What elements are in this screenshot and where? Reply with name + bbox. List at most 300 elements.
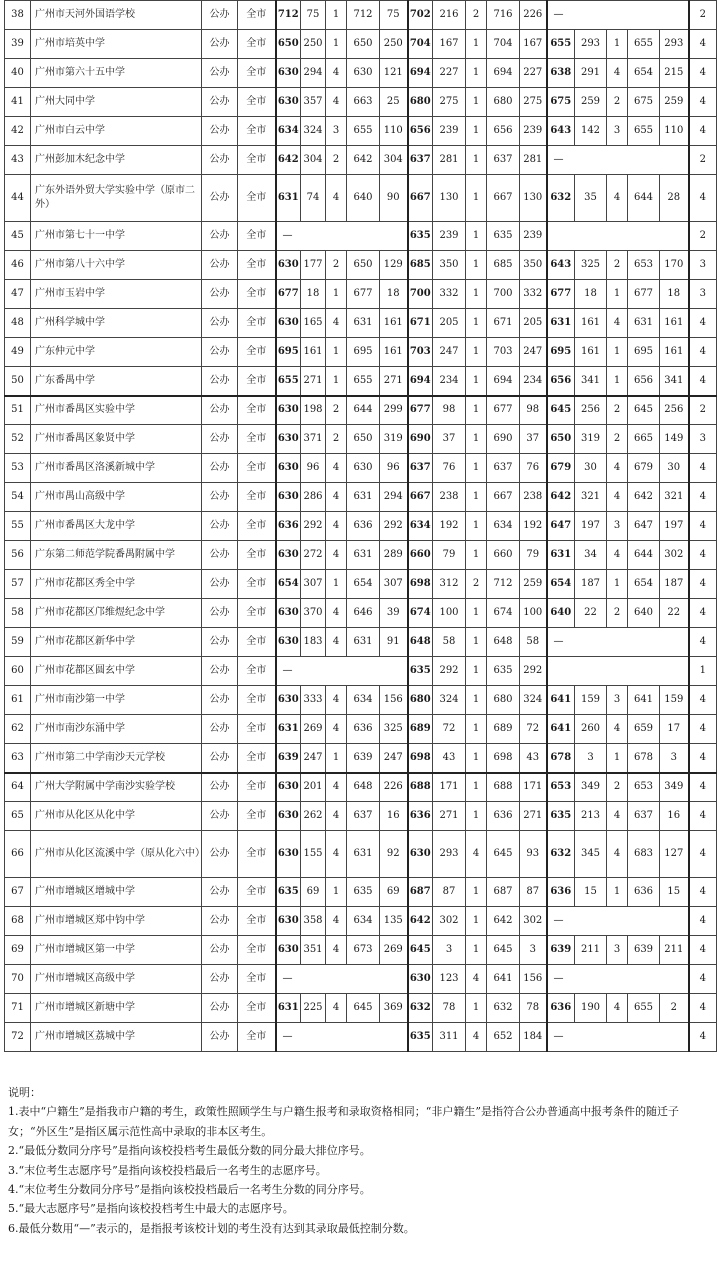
feihuji-min-score-cell: 703 <box>408 338 433 367</box>
row-number-cell: 62 <box>5 715 31 744</box>
huji-last-score-cell: 634 <box>347 907 380 936</box>
waiqu-last-score-rank-cell: 17 <box>660 715 689 744</box>
huji-last-score-rank-cell: 39 <box>380 599 408 628</box>
huji-last-score-cell: 636 <box>347 715 380 744</box>
row-number-cell: 55 <box>5 512 31 541</box>
row-number-cell: 40 <box>5 59 31 88</box>
feihuji-last-wish-no-cell: 1 <box>466 88 487 117</box>
feihuji-min-score-cell: 656 <box>408 117 433 146</box>
school-type-cell: 公办 <box>202 251 238 280</box>
school-type-cell: 公办 <box>202 773 238 802</box>
feihuji-min-score-rank-cell: 130 <box>433 175 466 222</box>
huji-last-score-cell: 639 <box>347 744 380 773</box>
enrollment-area-cell: 全市 <box>238 175 276 222</box>
waiqu-last-score-cell: 653 <box>628 251 660 280</box>
note-item-1: 1.表中“户籍生”是指我市户籍的考生，政策性照顾学生与户籍生报考和录取资格相同；“非户籍生”是指符合公办普通高中报考条件的随迁子女；“外区生”是指区属示范性高中录取的非本区考生。 <box>8 1105 679 1138</box>
feihuji-last-score-cell: 694 <box>487 367 520 396</box>
huji-last-wish-no-cell: 4 <box>326 686 347 715</box>
school-name-cell: 广州市第六十五中学 <box>31 59 202 88</box>
enrollment-area-cell: 全市 <box>238 936 276 965</box>
waiqu-last-score-cell: 640 <box>628 599 660 628</box>
waiqu-min-score-cell: 643 <box>547 117 575 146</box>
feihuji-last-score-rank-cell: 332 <box>520 280 547 309</box>
admission-score-table <box>4 0 717 1052</box>
waiqu-min-score-cell <box>547 222 689 251</box>
table-row <box>5 599 717 628</box>
row-number-cell: 50 <box>5 367 31 396</box>
feihuji-last-wish-no-cell: 1 <box>466 802 487 831</box>
enrollment-area-cell: 全市 <box>238 657 276 686</box>
feihuji-last-score-rank-cell: 76 <box>520 454 547 483</box>
feihuji-last-score-cell: 700 <box>487 280 520 309</box>
school-name-cell: 广州市花都区圆玄中学 <box>31 657 202 686</box>
row-number-cell: 68 <box>5 907 31 936</box>
max-wish-no-cell: 4 <box>689 1023 717 1052</box>
feihuji-last-wish-no-cell: 1 <box>466 454 487 483</box>
enrollment-area-cell: 全市 <box>238 907 276 936</box>
waiqu-min-score-rank-cell: 35 <box>575 175 607 222</box>
row-number-cell: 47 <box>5 280 31 309</box>
huji-min-score-cell: 630 <box>276 907 301 936</box>
feihuji-last-score-cell: 688 <box>487 773 520 802</box>
waiqu-min-score-cell: 641 <box>547 715 575 744</box>
huji-min-score-rank-cell: 177 <box>301 251 326 280</box>
feihuji-min-score-rank-cell: 238 <box>433 483 466 512</box>
school-name-cell: 广州市南沙东涌中学 <box>31 715 202 744</box>
waiqu-last-wish-no-cell: 1 <box>607 280 628 309</box>
feihuji-last-wish-no-cell: 1 <box>466 483 487 512</box>
huji-last-score-rank-cell: 161 <box>380 338 408 367</box>
waiqu-last-wish-no-cell: 4 <box>607 831 628 878</box>
waiqu-min-score-cell: 638 <box>547 59 575 88</box>
huji-min-score-rank-cell: 307 <box>301 570 326 599</box>
school-name-cell: 广州市花都区邝维煜纪念中学 <box>31 599 202 628</box>
waiqu-min-score-cell: 632 <box>547 175 575 222</box>
enrollment-area-cell: 全市 <box>238 831 276 878</box>
enrollment-area-cell: 全市 <box>238 280 276 309</box>
school-name-cell: 广东仲元中学 <box>31 338 202 367</box>
enrollment-area-cell: 全市 <box>238 1 276 30</box>
max-wish-no-cell: 4 <box>689 878 717 907</box>
huji-last-score-cell: 634 <box>347 686 380 715</box>
huji-last-score-cell: 654 <box>347 570 380 599</box>
huji-last-score-cell: 631 <box>347 831 380 878</box>
school-type-cell: 公办 <box>202 541 238 570</box>
waiqu-last-wish-no-cell: 1 <box>607 338 628 367</box>
feihuji-min-score-cell: 704 <box>408 30 433 59</box>
waiqu-min-score-rank-cell: 34 <box>575 541 607 570</box>
school-type-cell: 公办 <box>202 628 238 657</box>
huji-last-wish-no-cell: 1 <box>326 280 347 309</box>
waiqu-last-wish-no-cell: 1 <box>607 878 628 907</box>
table-row <box>5 744 717 773</box>
feihuji-last-score-rank-cell: 78 <box>520 994 547 1023</box>
huji-min-score-cell: 642 <box>276 146 301 175</box>
feihuji-last-score-rank-cell: 98 <box>520 396 547 425</box>
huji-last-wish-no-cell: 2 <box>326 146 347 175</box>
waiqu-min-score-cell: 647 <box>547 512 575 541</box>
feihuji-last-score-cell: 637 <box>487 454 520 483</box>
feihuji-last-score-rank-cell: 281 <box>520 146 547 175</box>
enrollment-area-cell: 全市 <box>238 30 276 59</box>
huji-last-wish-no-cell: 4 <box>326 994 347 1023</box>
feihuji-min-score-rank-cell: 3 <box>433 936 466 965</box>
huji-last-wish-no-cell: 4 <box>326 309 347 338</box>
feihuji-last-score-rank-cell: 292 <box>520 657 547 686</box>
huji-min-score-cell: 630 <box>276 396 301 425</box>
school-type-cell: 公办 <box>202 965 238 994</box>
waiqu-min-score-rank-cell: 142 <box>575 117 607 146</box>
feihuji-min-score-cell: 680 <box>408 88 433 117</box>
feihuji-last-score-rank-cell: 302 <box>520 907 547 936</box>
enrollment-area-cell: 全市 <box>238 1023 276 1052</box>
feihuji-min-score-rank-cell: 76 <box>433 454 466 483</box>
waiqu-last-wish-no-cell: 4 <box>607 59 628 88</box>
waiqu-min-score-rank-cell: 319 <box>575 425 607 454</box>
school-type-cell: 公办 <box>202 936 238 965</box>
school-name-cell: 广州市番禺区象贤中学 <box>31 425 202 454</box>
table-row <box>5 88 717 117</box>
huji-last-wish-no-cell: 4 <box>326 59 347 88</box>
feihuji-last-score-rank-cell: 87 <box>520 878 547 907</box>
huji-last-score-cell: 630 <box>347 59 380 88</box>
waiqu-last-score-cell: 656 <box>628 367 660 396</box>
feihuji-last-score-cell: 660 <box>487 541 520 570</box>
feihuji-min-score-rank-cell: 239 <box>433 117 466 146</box>
row-number-cell: 44 <box>5 175 31 222</box>
feihuji-min-score-rank-cell: 281 <box>433 146 466 175</box>
feihuji-last-score-cell: 716 <box>487 1 520 30</box>
huji-min-score-rank-cell: 247 <box>301 744 326 773</box>
huji-min-score-rank-cell: 357 <box>301 88 326 117</box>
waiqu-min-score-rank-cell: 293 <box>575 30 607 59</box>
huji-min-score-rank-cell: 74 <box>301 175 326 222</box>
max-wish-no-cell: 1 <box>689 657 717 686</box>
table-row <box>5 454 717 483</box>
school-name-cell: 广东第二师范学院番禺附属中学 <box>31 541 202 570</box>
feihuji-last-score-rank-cell: 324 <box>520 686 547 715</box>
waiqu-last-score-rank-cell: 28 <box>660 175 689 222</box>
huji-last-score-cell: 650 <box>347 425 380 454</box>
max-wish-no-cell: 2 <box>689 396 717 425</box>
table-row <box>5 175 717 222</box>
waiqu-min-score-rank-cell: 260 <box>575 715 607 744</box>
feihuji-last-score-cell: 680 <box>487 686 520 715</box>
waiqu-last-score-rank-cell: 159 <box>660 686 689 715</box>
huji-min-score-cell: — <box>276 965 408 994</box>
feihuji-min-score-cell: 637 <box>408 454 433 483</box>
school-type-cell: 公办 <box>202 878 238 907</box>
feihuji-min-score-cell: 632 <box>408 994 433 1023</box>
huji-last-score-cell: 631 <box>347 483 380 512</box>
waiqu-min-score-rank-cell: 345 <box>575 831 607 878</box>
huji-min-score-cell: 634 <box>276 117 301 146</box>
huji-min-score-rank-cell: 250 <box>301 30 326 59</box>
huji-last-wish-no-cell: 4 <box>326 541 347 570</box>
feihuji-last-score-cell: 656 <box>487 117 520 146</box>
waiqu-min-score-rank-cell: 161 <box>575 309 607 338</box>
huji-min-score-rank-cell: 161 <box>301 338 326 367</box>
waiqu-last-wish-no-cell: 2 <box>607 396 628 425</box>
waiqu-last-score-rank-cell: 22 <box>660 599 689 628</box>
school-name-cell: 广州市从化区流溪中学（原从化六中） <box>31 831 202 878</box>
feihuji-min-score-cell: 689 <box>408 715 433 744</box>
huji-last-score-cell: 663 <box>347 88 380 117</box>
feihuji-min-score-rank-cell: 332 <box>433 280 466 309</box>
huji-min-score-rank-cell: 371 <box>301 425 326 454</box>
waiqu-last-score-cell: 655 <box>628 30 660 59</box>
feihuji-min-score-cell: 694 <box>408 367 433 396</box>
feihuji-last-score-rank-cell: 130 <box>520 175 547 222</box>
notes-section <box>8 1083 696 1238</box>
feihuji-last-score-cell: 703 <box>487 338 520 367</box>
waiqu-last-score-cell: 677 <box>628 280 660 309</box>
waiqu-last-wish-no-cell: 1 <box>607 367 628 396</box>
table-row <box>5 280 717 309</box>
huji-last-score-rank-cell: 369 <box>380 994 408 1023</box>
row-number-cell: 51 <box>5 396 31 425</box>
huji-min-score-cell: 631 <box>276 994 301 1023</box>
waiqu-last-score-rank-cell: 161 <box>660 338 689 367</box>
waiqu-min-score-cell: 650 <box>547 425 575 454</box>
school-type-cell: 公办 <box>202 454 238 483</box>
waiqu-min-score-rank-cell: 15 <box>575 878 607 907</box>
feihuji-min-score-rank-cell: 192 <box>433 512 466 541</box>
huji-last-score-cell: 631 <box>347 541 380 570</box>
huji-last-wish-no-cell: 3 <box>326 117 347 146</box>
feihuji-min-score-cell: 630 <box>408 965 433 994</box>
feihuji-last-score-cell: 636 <box>487 802 520 831</box>
feihuji-min-score-cell: 694 <box>408 59 433 88</box>
feihuji-last-score-rank-cell: 93 <box>520 831 547 878</box>
feihuji-min-score-cell: 690 <box>408 425 433 454</box>
feihuji-last-wish-no-cell: 1 <box>466 994 487 1023</box>
feihuji-last-wish-no-cell: 1 <box>466 715 487 744</box>
huji-min-score-rank-cell: 183 <box>301 628 326 657</box>
feihuji-last-wish-no-cell: 2 <box>466 570 487 599</box>
enrollment-area-cell: 全市 <box>238 570 276 599</box>
feihuji-last-score-rank-cell: 167 <box>520 30 547 59</box>
huji-last-score-rank-cell: 307 <box>380 570 408 599</box>
feihuji-min-score-cell: 637 <box>408 146 433 175</box>
school-name-cell: 广东番禺中学 <box>31 367 202 396</box>
waiqu-min-score-cell <box>547 657 689 686</box>
feihuji-last-wish-no-cell: 1 <box>466 425 487 454</box>
max-wish-no-cell: 4 <box>689 483 717 512</box>
school-type-cell: 公办 <box>202 512 238 541</box>
row-number-cell: 71 <box>5 994 31 1023</box>
table-row <box>5 802 717 831</box>
huji-last-score-rank-cell: 16 <box>380 802 408 831</box>
max-wish-no-cell: 4 <box>689 965 717 994</box>
feihuji-min-score-rank-cell: 311 <box>433 1023 466 1052</box>
feihuji-min-score-rank-cell: 123 <box>433 965 466 994</box>
waiqu-min-score-cell: 654 <box>547 570 575 599</box>
huji-min-score-rank-cell: 292 <box>301 512 326 541</box>
row-number-cell: 56 <box>5 541 31 570</box>
waiqu-min-score-cell: 643 <box>547 251 575 280</box>
huji-min-score-rank-cell: 201 <box>301 773 326 802</box>
feihuji-last-score-cell: 689 <box>487 715 520 744</box>
huji-min-score-rank-cell: 198 <box>301 396 326 425</box>
row-number-cell: 41 <box>5 88 31 117</box>
row-number-cell: 54 <box>5 483 31 512</box>
huji-last-score-cell: 635 <box>347 878 380 907</box>
feihuji-last-score-rank-cell: 156 <box>520 965 547 994</box>
huji-last-score-cell: 650 <box>347 251 380 280</box>
feihuji-last-wish-no-cell: 1 <box>466 338 487 367</box>
huji-min-score-cell: 630 <box>276 773 301 802</box>
school-name-cell: 广州市番禺区实验中学 <box>31 396 202 425</box>
table-body <box>5 1 717 1052</box>
max-wish-no-cell: 3 <box>689 280 717 309</box>
waiqu-min-score-cell: 677 <box>547 280 575 309</box>
feihuji-min-score-rank-cell: 293 <box>433 831 466 878</box>
waiqu-min-score-cell: 636 <box>547 878 575 907</box>
huji-last-wish-no-cell: 1 <box>326 367 347 396</box>
waiqu-min-score-cell: 645 <box>547 396 575 425</box>
waiqu-min-score-rank-cell: 22 <box>575 599 607 628</box>
huji-last-score-cell: 655 <box>347 367 380 396</box>
waiqu-min-score-cell: 656 <box>547 367 575 396</box>
waiqu-last-score-cell: 647 <box>628 512 660 541</box>
waiqu-last-score-cell: 655 <box>628 994 660 1023</box>
waiqu-last-wish-no-cell: 3 <box>607 512 628 541</box>
huji-last-score-rank-cell: 269 <box>380 936 408 965</box>
huji-last-score-rank-cell: 247 <box>380 744 408 773</box>
feihuji-last-score-cell: 652 <box>487 1023 520 1052</box>
huji-min-score-rank-cell: 286 <box>301 483 326 512</box>
feihuji-last-score-cell: 690 <box>487 425 520 454</box>
notes-title: 说明： <box>8 1086 41 1099</box>
feihuji-last-score-rank-cell: 226 <box>520 1 547 30</box>
school-name-cell: 广州市番禺区洛溪新城中学 <box>31 454 202 483</box>
table-row <box>5 483 717 512</box>
school-type-cell: 公办 <box>202 907 238 936</box>
max-wish-no-cell: 3 <box>689 251 717 280</box>
waiqu-min-score-cell: — <box>547 1 689 30</box>
max-wish-no-cell: 3 <box>689 425 717 454</box>
waiqu-min-score-cell: — <box>547 146 689 175</box>
school-type-cell: 公办 <box>202 599 238 628</box>
waiqu-last-wish-no-cell: 4 <box>607 802 628 831</box>
huji-min-score-cell: 655 <box>276 367 301 396</box>
feihuji-last-wish-no-cell: 1 <box>466 744 487 773</box>
enrollment-area-cell: 全市 <box>238 117 276 146</box>
waiqu-last-score-cell: 644 <box>628 541 660 570</box>
max-wish-no-cell: 4 <box>689 88 717 117</box>
waiqu-min-score-cell: 635 <box>547 802 575 831</box>
feihuji-min-score-cell: 698 <box>408 744 433 773</box>
feihuji-min-score-rank-cell: 234 <box>433 367 466 396</box>
table-row <box>5 309 717 338</box>
feihuji-last-wish-no-cell: 1 <box>466 59 487 88</box>
max-wish-no-cell: 4 <box>689 117 717 146</box>
huji-min-score-cell: — <box>276 657 408 686</box>
table-row <box>5 117 717 146</box>
huji-last-score-rank-cell: 294 <box>380 483 408 512</box>
row-number-cell: 63 <box>5 744 31 773</box>
max-wish-no-cell: 4 <box>689 512 717 541</box>
huji-min-score-cell: 630 <box>276 425 301 454</box>
huji-min-score-cell: 695 <box>276 338 301 367</box>
waiqu-last-score-cell: 659 <box>628 715 660 744</box>
enrollment-area-cell: 全市 <box>238 686 276 715</box>
table-row <box>5 59 717 88</box>
waiqu-last-wish-no-cell: 4 <box>607 541 628 570</box>
max-wish-no-cell: 2 <box>689 146 717 175</box>
school-type-cell: 公办 <box>202 146 238 175</box>
max-wish-no-cell: 4 <box>689 454 717 483</box>
huji-min-score-rank-cell: 351 <box>301 936 326 965</box>
feihuji-last-wish-no-cell: 4 <box>466 965 487 994</box>
row-number-cell: 38 <box>5 1 31 30</box>
school-type-cell: 公办 <box>202 715 238 744</box>
huji-min-score-cell: 631 <box>276 715 301 744</box>
huji-min-score-cell: 630 <box>276 686 301 715</box>
school-name-cell: 广州市玉岩中学 <box>31 280 202 309</box>
waiqu-last-wish-no-cell: 4 <box>607 454 628 483</box>
feihuji-last-score-rank-cell: 239 <box>520 117 547 146</box>
waiqu-last-score-cell: 683 <box>628 831 660 878</box>
enrollment-area-cell: 全市 <box>238 599 276 628</box>
huji-last-wish-no-cell: 1 <box>326 570 347 599</box>
feihuji-last-wish-no-cell: 1 <box>466 117 487 146</box>
max-wish-no-cell: 4 <box>689 541 717 570</box>
feihuji-last-score-cell: 704 <box>487 30 520 59</box>
feihuji-last-wish-no-cell: 1 <box>466 146 487 175</box>
row-number-cell: 64 <box>5 773 31 802</box>
school-name-cell: 广州市增城区高级中学 <box>31 965 202 994</box>
max-wish-no-cell: 4 <box>689 367 717 396</box>
table-row <box>5 1023 717 1052</box>
feihuji-last-wish-no-cell: 1 <box>466 280 487 309</box>
feihuji-last-score-cell: 667 <box>487 175 520 222</box>
huji-min-score-cell: 712 <box>276 1 301 30</box>
waiqu-min-score-rank-cell: 291 <box>575 59 607 88</box>
waiqu-last-wish-no-cell: 3 <box>607 117 628 146</box>
row-number-cell: 60 <box>5 657 31 686</box>
huji-last-score-rank-cell: 299 <box>380 396 408 425</box>
waiqu-min-score-cell: 653 <box>547 773 575 802</box>
waiqu-min-score-cell: 679 <box>547 454 575 483</box>
table-row <box>5 338 717 367</box>
feihuji-last-score-rank-cell: 205 <box>520 309 547 338</box>
huji-min-score-cell: 630 <box>276 454 301 483</box>
waiqu-last-score-rank-cell: 211 <box>660 936 689 965</box>
huji-last-wish-no-cell: 4 <box>326 715 347 744</box>
table-row <box>5 570 717 599</box>
huji-min-score-rank-cell: 75 <box>301 1 326 30</box>
feihuji-last-wish-no-cell: 1 <box>466 512 487 541</box>
feihuji-last-wish-no-cell: 1 <box>466 251 487 280</box>
school-type-cell: 公办 <box>202 483 238 512</box>
enrollment-area-cell: 全市 <box>238 251 276 280</box>
school-type-cell: 公办 <box>202 280 238 309</box>
huji-last-score-rank-cell: 161 <box>380 309 408 338</box>
huji-last-wish-no-cell: 4 <box>326 88 347 117</box>
feihuji-min-score-rank-cell: 350 <box>433 251 466 280</box>
huji-last-score-rank-cell: 250 <box>380 30 408 59</box>
huji-last-score-cell: 631 <box>347 628 380 657</box>
waiqu-last-score-cell: 639 <box>628 936 660 965</box>
enrollment-area-cell: 全市 <box>238 425 276 454</box>
waiqu-min-score-rank-cell: 30 <box>575 454 607 483</box>
huji-last-score-cell: 650 <box>347 30 380 59</box>
huji-min-score-cell: 630 <box>276 831 301 878</box>
school-name-cell: 广州市第八十六中学 <box>31 251 202 280</box>
feihuji-min-score-rank-cell: 37 <box>433 425 466 454</box>
